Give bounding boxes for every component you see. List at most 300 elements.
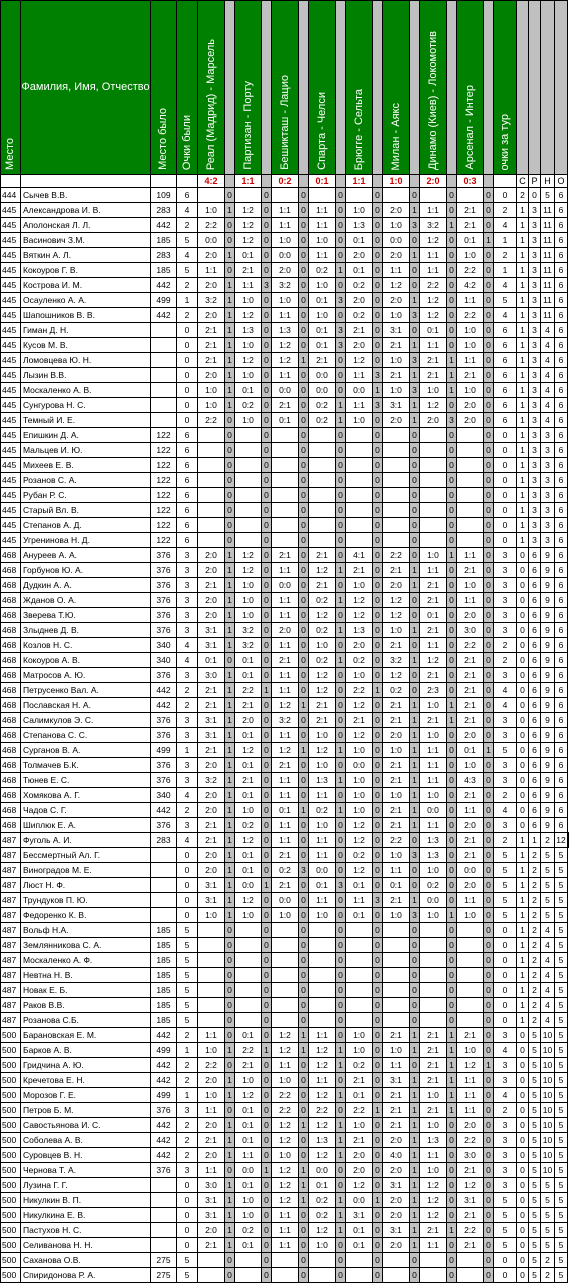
table-cell: 1:0 (457, 908, 484, 923)
table-cell: 3 (177, 593, 198, 608)
table-row (1, 1148, 569, 1163)
table-cell: 2:1 (383, 563, 410, 578)
table-cell: 0:1 (272, 803, 299, 818)
table-cell: 0 (373, 848, 383, 863)
table-cell: 122 (151, 518, 177, 533)
table-cell: 3:1 (198, 728, 225, 743)
table-cell: 0 (373, 968, 383, 983)
table-cell: 0 (336, 818, 346, 833)
table-cell: 1 (410, 338, 420, 353)
table-cell: 442 (151, 278, 177, 293)
table-cell: 5 (177, 1253, 198, 1268)
table-cell: 1:2 (235, 218, 262, 233)
table-cell: 1 (336, 563, 346, 578)
table-cell: 6 (555, 203, 568, 218)
table-cell: 0 (262, 968, 272, 983)
table-cell: 0 (262, 1118, 272, 1133)
table-cell: 6 (555, 563, 568, 578)
table-cell: 3:0 (457, 623, 484, 638)
table-cell (198, 503, 225, 518)
table-cell (272, 488, 299, 503)
table-cell: 10 (541, 1118, 555, 1133)
table-cell: 445 (1, 518, 21, 533)
table-cell: 0 (484, 1208, 494, 1223)
table-cell (272, 998, 299, 1013)
table-cell: 1 (177, 293, 198, 308)
table-cell: 0 (494, 968, 517, 983)
table-cell: 4:2 (457, 278, 484, 293)
table-cell: 2:1 (383, 338, 410, 353)
table-cell: 0 (299, 458, 309, 473)
table-cell: 1:1 (272, 1223, 299, 1238)
table-cell: 2:1 (383, 1118, 410, 1133)
table-cell: 0 (529, 188, 541, 203)
table-cell (383, 938, 410, 953)
table-cell (198, 968, 225, 983)
table-cell: Барков А. В. (21, 1043, 151, 1058)
table-cell: 3:2 (198, 773, 225, 788)
table-cell: 0 (225, 188, 235, 203)
table-cell (420, 533, 447, 548)
col-match-header: Брюгге - Сельта (346, 1, 373, 175)
table-row (1, 548, 569, 563)
table-cell: 0 (299, 908, 309, 923)
table-cell: 0 (484, 1133, 494, 1148)
table-cell: 5 (555, 1148, 568, 1163)
table-cell: Землянникова С. А. (21, 938, 151, 953)
table-cell: 3 (529, 368, 541, 383)
table-cell (235, 923, 262, 938)
table-cell: 0 (484, 1103, 494, 1118)
table-cell: 1:1 (457, 803, 484, 818)
table-cell: 0:1 (235, 1178, 262, 1193)
table-cell: 2:1 (383, 368, 410, 383)
table-cell: 0 (410, 608, 420, 623)
table-cell: 1 (410, 743, 420, 758)
table-cell: 5 (529, 1103, 541, 1118)
table-cell: 0 (299, 233, 309, 248)
table-cell: 0 (484, 728, 494, 743)
table-cell: Старый Вл. В. (21, 503, 151, 518)
table-cell: 1:0 (457, 1043, 484, 1058)
table-cell: 1 (410, 758, 420, 773)
table-cell (457, 488, 484, 503)
table-cell: 2:0 (383, 1193, 410, 1208)
table-cell: Угренинова Н. Д. (21, 533, 151, 548)
table-cell: 4 (541, 923, 555, 938)
table-row (1, 293, 569, 308)
table-cell: 1:1 (309, 833, 336, 848)
table-cell: 6 (555, 398, 568, 413)
table-cell: 1 (410, 1163, 420, 1178)
table-cell: 2:1 (457, 788, 484, 803)
table-cell: 6 (494, 368, 517, 383)
table-cell: 1:0 (346, 1043, 373, 1058)
table-cell: 0 (336, 233, 346, 248)
table-cell: 1:0 (383, 218, 410, 233)
table-cell: 2 (177, 278, 198, 293)
table-cell: 2:0 (198, 1148, 225, 1163)
table-cell (457, 443, 484, 458)
table-cell: 2:1 (383, 818, 410, 833)
table-cell: 1:2 (272, 353, 299, 368)
table-cell (235, 518, 262, 533)
table-cell (309, 938, 336, 953)
table-row (1, 833, 569, 848)
table-cell: 2:1 (420, 368, 447, 383)
table-cell: 0:1 (420, 608, 447, 623)
table-cell: 0 (299, 638, 309, 653)
col-o-header: О (555, 175, 568, 188)
table-cell: 0:2 (235, 818, 262, 833)
table-cell: 3:1 (383, 323, 410, 338)
table-cell: 442 (151, 1058, 177, 1073)
table-cell: 2:2 (457, 263, 484, 278)
table-cell: 0:0 (346, 1193, 373, 1208)
table-cell (198, 533, 225, 548)
table-cell: 2:1 (198, 338, 225, 353)
table-cell: Бессмертный Ал. Г. (21, 848, 151, 863)
table-cell: 3:1 (383, 1223, 410, 1238)
table-row (1, 773, 569, 788)
table-cell: 6 (529, 548, 541, 563)
table-cell: 1 (517, 233, 529, 248)
table-cell: 1 (410, 1148, 420, 1163)
table-cell: 2:1 (420, 1103, 447, 1118)
table-cell: 9 (541, 788, 555, 803)
table-cell: 2:1 (420, 578, 447, 593)
table-cell: 5 (177, 923, 198, 938)
table-cell: Невтна Н. В. (21, 968, 151, 983)
table-cell: 1:0 (420, 698, 447, 713)
table-cell: 1 (336, 1133, 346, 1148)
table-cell: 4:3 (457, 773, 484, 788)
table-row (1, 1013, 569, 1028)
table-cell: 2:0 (198, 1073, 225, 1088)
table-cell: Матросов А. Ю. (21, 668, 151, 683)
table-cell (383, 1013, 410, 1028)
table-cell: 1:2 (346, 728, 373, 743)
table-cell: 0 (299, 1058, 309, 1073)
table-cell: 1:0 (235, 413, 262, 428)
table-cell: 6 (529, 563, 541, 578)
table-cell: 1 (373, 683, 383, 698)
table-cell: 2:2 (457, 308, 484, 323)
table-cell (198, 518, 225, 533)
table-cell: 5 (494, 743, 517, 758)
table-cell: 0:1 (346, 878, 373, 893)
table-cell: 1:0 (420, 1118, 447, 1133)
table-cell: 0 (299, 503, 309, 518)
table-cell (457, 968, 484, 983)
table-cell: 1:2 (235, 833, 262, 848)
table-cell (151, 848, 177, 863)
table-cell: 0 (484, 488, 494, 503)
table-cell: 0 (447, 653, 457, 668)
table-cell: 6 (555, 338, 568, 353)
table-cell: 1 (410, 1073, 420, 1088)
table-cell: 0 (484, 833, 494, 848)
table-cell: 6 (555, 428, 568, 443)
table-cell: 468 (1, 698, 21, 713)
table-cell: 3:1 (457, 1193, 484, 1208)
table-cell: Дудкин А. А. (21, 578, 151, 593)
table-cell (151, 398, 177, 413)
table-cell: 0 (517, 638, 529, 653)
table-cell: 1 (447, 1088, 457, 1103)
table-row (1, 1253, 569, 1268)
table-cell: 1:2 (235, 203, 262, 218)
table-cell: 500 (1, 1028, 21, 1043)
table-cell: 0 (447, 788, 457, 803)
table-cell: 1:1 (272, 608, 299, 623)
table-cell: 2:1 (420, 623, 447, 638)
table-cell: 2:1 (457, 203, 484, 218)
table-cell: 0 (373, 818, 383, 833)
table-cell: 1 (517, 428, 529, 443)
table-cell: 3 (410, 218, 420, 233)
table-row (1, 923, 569, 938)
table-cell: 2:0 (346, 293, 373, 308)
col-s-header: С (517, 175, 529, 188)
table-cell: 0 (262, 518, 272, 533)
table-cell: 5 (541, 1223, 555, 1238)
table-cell (272, 458, 299, 473)
table-cell: 0 (410, 878, 420, 893)
table-cell: 0 (373, 353, 383, 368)
table-cell: 3 (529, 233, 541, 248)
table-cell (383, 188, 410, 203)
table-cell: 0 (484, 308, 494, 323)
table-cell: 0:0 (309, 368, 336, 383)
table-cell: 1:2 (235, 233, 262, 248)
table-cell: 0 (336, 203, 346, 218)
table-cell (309, 188, 336, 203)
table-cell: 445 (1, 473, 21, 488)
table-cell: 468 (1, 818, 21, 833)
table-cell: 0 (299, 473, 309, 488)
table-cell: 1:0 (235, 368, 262, 383)
table-cell: 0 (447, 188, 457, 203)
table-cell: 0 (517, 818, 529, 833)
table-cell: 1:1 (198, 1103, 225, 1118)
table-cell: 487 (1, 833, 21, 848)
table-cell: 3 (541, 488, 555, 503)
table-cell: 1:1 (420, 338, 447, 353)
table-cell: 6 (529, 623, 541, 638)
table-cell: 6 (177, 428, 198, 443)
table-cell: Вяткин А. Л. (21, 248, 151, 263)
table-cell: 3:0 (198, 1178, 225, 1193)
table-cell: 1:2 (420, 308, 447, 323)
table-cell (346, 458, 373, 473)
table-cell: 0 (262, 218, 272, 233)
table-cell: 0 (484, 548, 494, 563)
table-cell: 1:1 (383, 863, 410, 878)
table-cell: 1 (517, 248, 529, 263)
table-cell (457, 1253, 484, 1268)
table-cell (272, 443, 299, 458)
table-cell: 0 (299, 983, 309, 998)
table-cell: 1:3 (272, 323, 299, 338)
table-cell: 9 (541, 743, 555, 758)
table-cell: 4 (541, 323, 555, 338)
table-cell: 6 (555, 503, 568, 518)
table-cell: 3 (336, 323, 346, 338)
table-cell: 2 (494, 203, 517, 218)
table-cell: 1 (410, 578, 420, 593)
table-cell: 0 (484, 923, 494, 938)
table-cell: 3 (529, 413, 541, 428)
table-cell (420, 923, 447, 938)
table-cell: 9 (541, 803, 555, 818)
table-cell: 6 (555, 218, 568, 233)
table-cell: 2:1 (457, 368, 484, 383)
table-cell: 0 (484, 1253, 494, 1268)
col-match-header: Реал (Мадрид) - Марсель (198, 1, 225, 175)
table-cell: 11 (541, 203, 555, 218)
table-cell: 0 (494, 998, 517, 1013)
table-cell: 4 (177, 653, 198, 668)
table-cell: 0:2 (309, 1193, 336, 1208)
table-cell (457, 983, 484, 998)
table-row (1, 893, 569, 908)
table-cell (151, 323, 177, 338)
table-cell: 0 (262, 1058, 272, 1073)
table-cell: 376 (151, 563, 177, 578)
table-cell: 0 (410, 233, 420, 248)
table-cell: 1:0 (420, 788, 447, 803)
table-cell: 5 (541, 1238, 555, 1253)
match-result: 0:3 (457, 175, 484, 188)
table-cell (198, 938, 225, 953)
table-cell: 1 (517, 908, 529, 923)
table-cell: 2:1 (420, 1073, 447, 1088)
table-cell: 0 (262, 863, 272, 878)
table-cell: 9 (541, 698, 555, 713)
table-cell: 2:0 (235, 713, 262, 728)
table-cell: 1 (225, 773, 235, 788)
table-cell: 1:1 (309, 1073, 336, 1088)
table-cell: 0:1 (346, 908, 373, 923)
table-cell: 0 (447, 338, 457, 353)
table-cell (151, 908, 177, 923)
table-cell: 499 (151, 293, 177, 308)
table-cell: 1 (447, 353, 457, 368)
table-cell: 0 (484, 818, 494, 833)
table-row (1, 788, 569, 803)
table-cell: 0 (494, 983, 517, 998)
table-cell: 1:1 (457, 548, 484, 563)
table-cell: 500 (1, 1043, 21, 1058)
table-cell (272, 1013, 299, 1028)
table-cell: 0 (336, 938, 346, 953)
table-cell: 468 (1, 548, 21, 563)
table-cell: 1 (410, 368, 420, 383)
table-cell: 3 (541, 473, 555, 488)
table-cell: 0 (484, 278, 494, 293)
table-cell: 445 (1, 233, 21, 248)
table-cell: 1:2 (235, 308, 262, 323)
table-cell: 0 (225, 1058, 235, 1073)
table-cell: 9 (541, 683, 555, 698)
table-cell: 0 (336, 473, 346, 488)
table-cell: 5 (555, 878, 568, 893)
table-cell: 0 (373, 833, 383, 848)
table-cell: 0 (262, 353, 272, 368)
table-cell (272, 1253, 299, 1268)
table-cell (272, 473, 299, 488)
table-cell: 2:1 (272, 653, 299, 668)
table-cell: 0 (373, 908, 383, 923)
table-cell: 0 (517, 1178, 529, 1193)
table-row (1, 1238, 569, 1253)
table-cell: 1:0 (457, 338, 484, 353)
table-cell: 5 (555, 1028, 568, 1043)
table-cell: 0 (494, 533, 517, 548)
table-cell: 0 (225, 518, 235, 533)
table-cell (346, 503, 373, 518)
table-cell: 0 (484, 698, 494, 713)
table-cell (309, 1268, 336, 1283)
table-row (1, 953, 569, 968)
table-cell: 6 (529, 713, 541, 728)
table-cell: 6 (177, 488, 198, 503)
table-cell: 0 (410, 1013, 420, 1028)
table-cell: 0 (336, 893, 346, 908)
table-row (1, 308, 569, 323)
table-cell: 3 (541, 458, 555, 473)
table-cell: 1 (225, 1118, 235, 1133)
table-cell: 340 (151, 788, 177, 803)
table-cell: 2 (177, 1148, 198, 1163)
table-cell: 3:1 (346, 1208, 373, 1223)
table-cell: 1:1 (420, 263, 447, 278)
table-cell: 1 (410, 1043, 420, 1058)
table-cell (457, 1013, 484, 1028)
table-cell: 0 (447, 878, 457, 893)
table-cell (420, 968, 447, 983)
table-cell: 0 (225, 1028, 235, 1043)
table-cell: 2:1 (346, 1133, 373, 1148)
table-cell: 445 (1, 278, 21, 293)
table-cell: 0 (262, 1268, 272, 1283)
table-cell (272, 503, 299, 518)
table-cell: 0 (336, 248, 346, 263)
table-cell (309, 458, 336, 473)
table-cell: 2 (529, 1013, 541, 1028)
table-cell: Никулкин В. П. (21, 1193, 151, 1208)
table-cell (151, 353, 177, 368)
table-cell: 2:1 (198, 683, 225, 698)
table-cell: 5 (494, 1223, 517, 1238)
table-cell (420, 518, 447, 533)
table-cell: 0 (262, 908, 272, 923)
col-points-were-header: Очки были (177, 1, 198, 175)
table-cell: 6 (555, 293, 568, 308)
table-cell: 0 (484, 1178, 494, 1193)
table-row (1, 1193, 569, 1208)
table-cell: 0 (447, 1013, 457, 1028)
table-cell: Мальцев И. Ю. (21, 443, 151, 458)
table-cell: 376 (151, 728, 177, 743)
table-cell: 0 (262, 983, 272, 998)
table-cell: 0 (336, 668, 346, 683)
table-cell (198, 1253, 225, 1268)
table-cell: 468 (1, 728, 21, 743)
table-cell: 444 (1, 188, 21, 203)
table-cell: 0 (336, 968, 346, 983)
